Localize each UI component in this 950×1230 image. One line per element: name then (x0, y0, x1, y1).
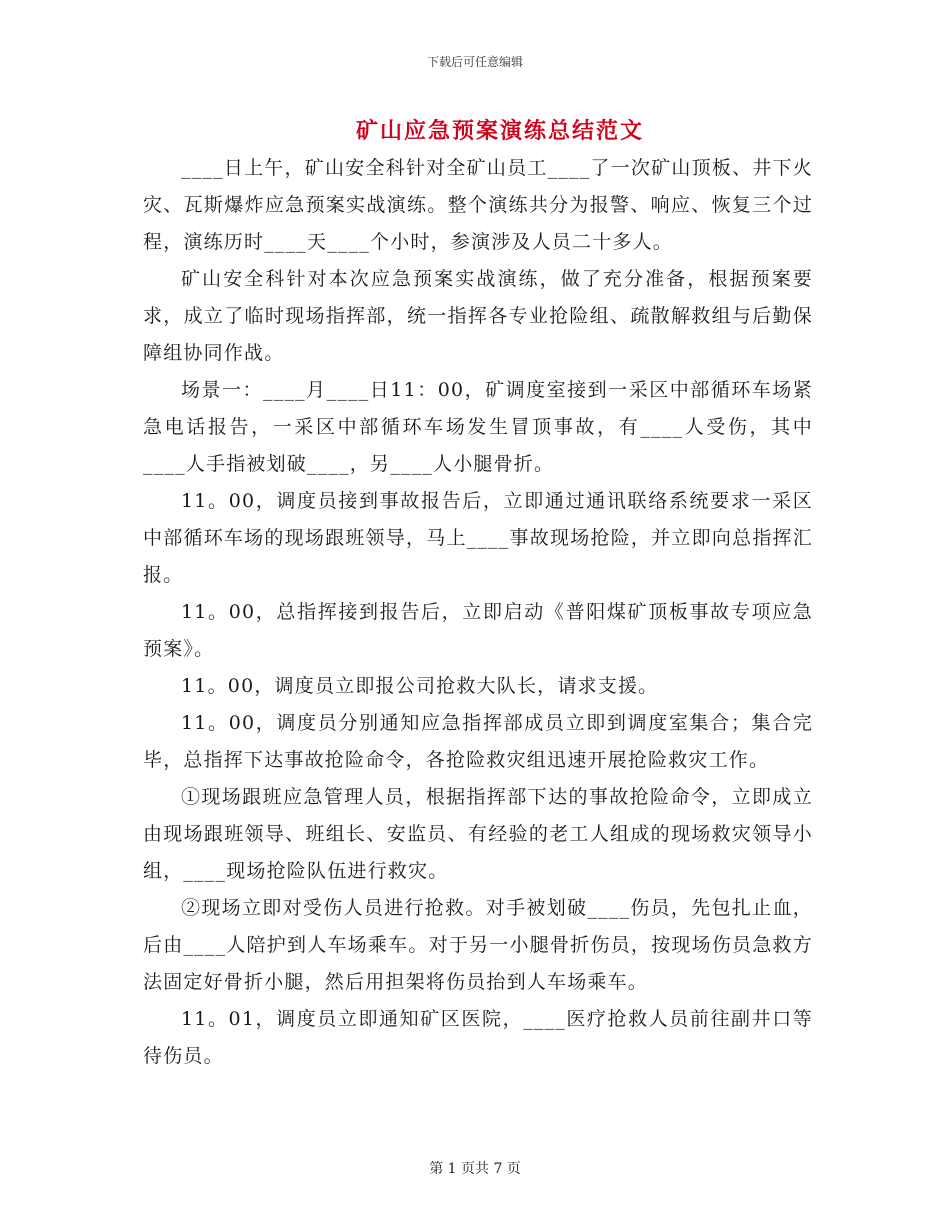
paragraph: 11。00，调度员接到事故报告后，立即通过通讯联络系统要求一采区中部循环车场的现场跟班领导，马上____事故现场抢险，并立即向总指挥汇报。 (143, 490, 813, 586)
paragraph: ②现场立即对受伤人员进行抢救。对手被划破____伤员，先包扎止血，后由____人陪护到人车场乘车。对于另一小腿骨折伤员，按现场伤员急救方法固定好骨折小腿，然后用担架将伤员抬到人车场乘车。 (143, 897, 813, 993)
paragraph: 11。01，调度员立即通知矿区医院，____医疗抢救人员前往副井口等待伤员。 (143, 1008, 813, 1067)
header-note: 下载后可任意编辑 (426, 55, 523, 69)
paragraph: ____日上午，矿山安全科针对全矿山员工____了一次矿山顶板、井下火灾、瓦斯爆炸应急预案实战演练。整个演练共分为报警、响应、恢复三个过程，演练历时____天____个小时，参演涉及人员二十多人。 (143, 157, 813, 253)
document-title: 矿山应急预案演练总结范文 (355, 118, 644, 144)
page-footer: 第 1 页共 7 页 (429, 1161, 521, 1177)
paragraph: ①现场跟班应急管理人员，根据指挥部下达的事故抢险命令，立即成立由现场跟班领导、班组长、安监员、有经验的老工人组成的现场救灾领导小组，____现场抢险队伍进行救灾。 (143, 786, 813, 882)
document-body (143, 150, 813, 1075)
paragraph: 11。00，调度员立即报公司抢救大队长，请求支援。 (181, 675, 659, 697)
paragraph: 11。00，调度员分别通知应急指挥部成员立即到调度室集合；集合完毕，总指挥下达事故抢险命令，各抢险救灾组迅速开展抢险救灾工作。 (143, 712, 813, 771)
paragraph: 场景一：____月____日11：00，矿调度室接到一采区中部循环车场紧急电话报告，一采区中部循环车场发生冒顶事故，有____人受伤，其中____人手指被划破____，另____人小腿骨折。 (143, 379, 813, 475)
paragraph: 矿山安全科针对本次应急预案实战演练，做了充分准备，根据预案要求，成立了临时现场指挥部，统一指挥各专业抢险组、疏散解救组与后勤保障组协同作战。 (143, 268, 813, 364)
paragraph: 11。00，总指挥接到报告后，立即启动《普阳煤矿顶板事故专项应急预案》。 (143, 601, 813, 660)
